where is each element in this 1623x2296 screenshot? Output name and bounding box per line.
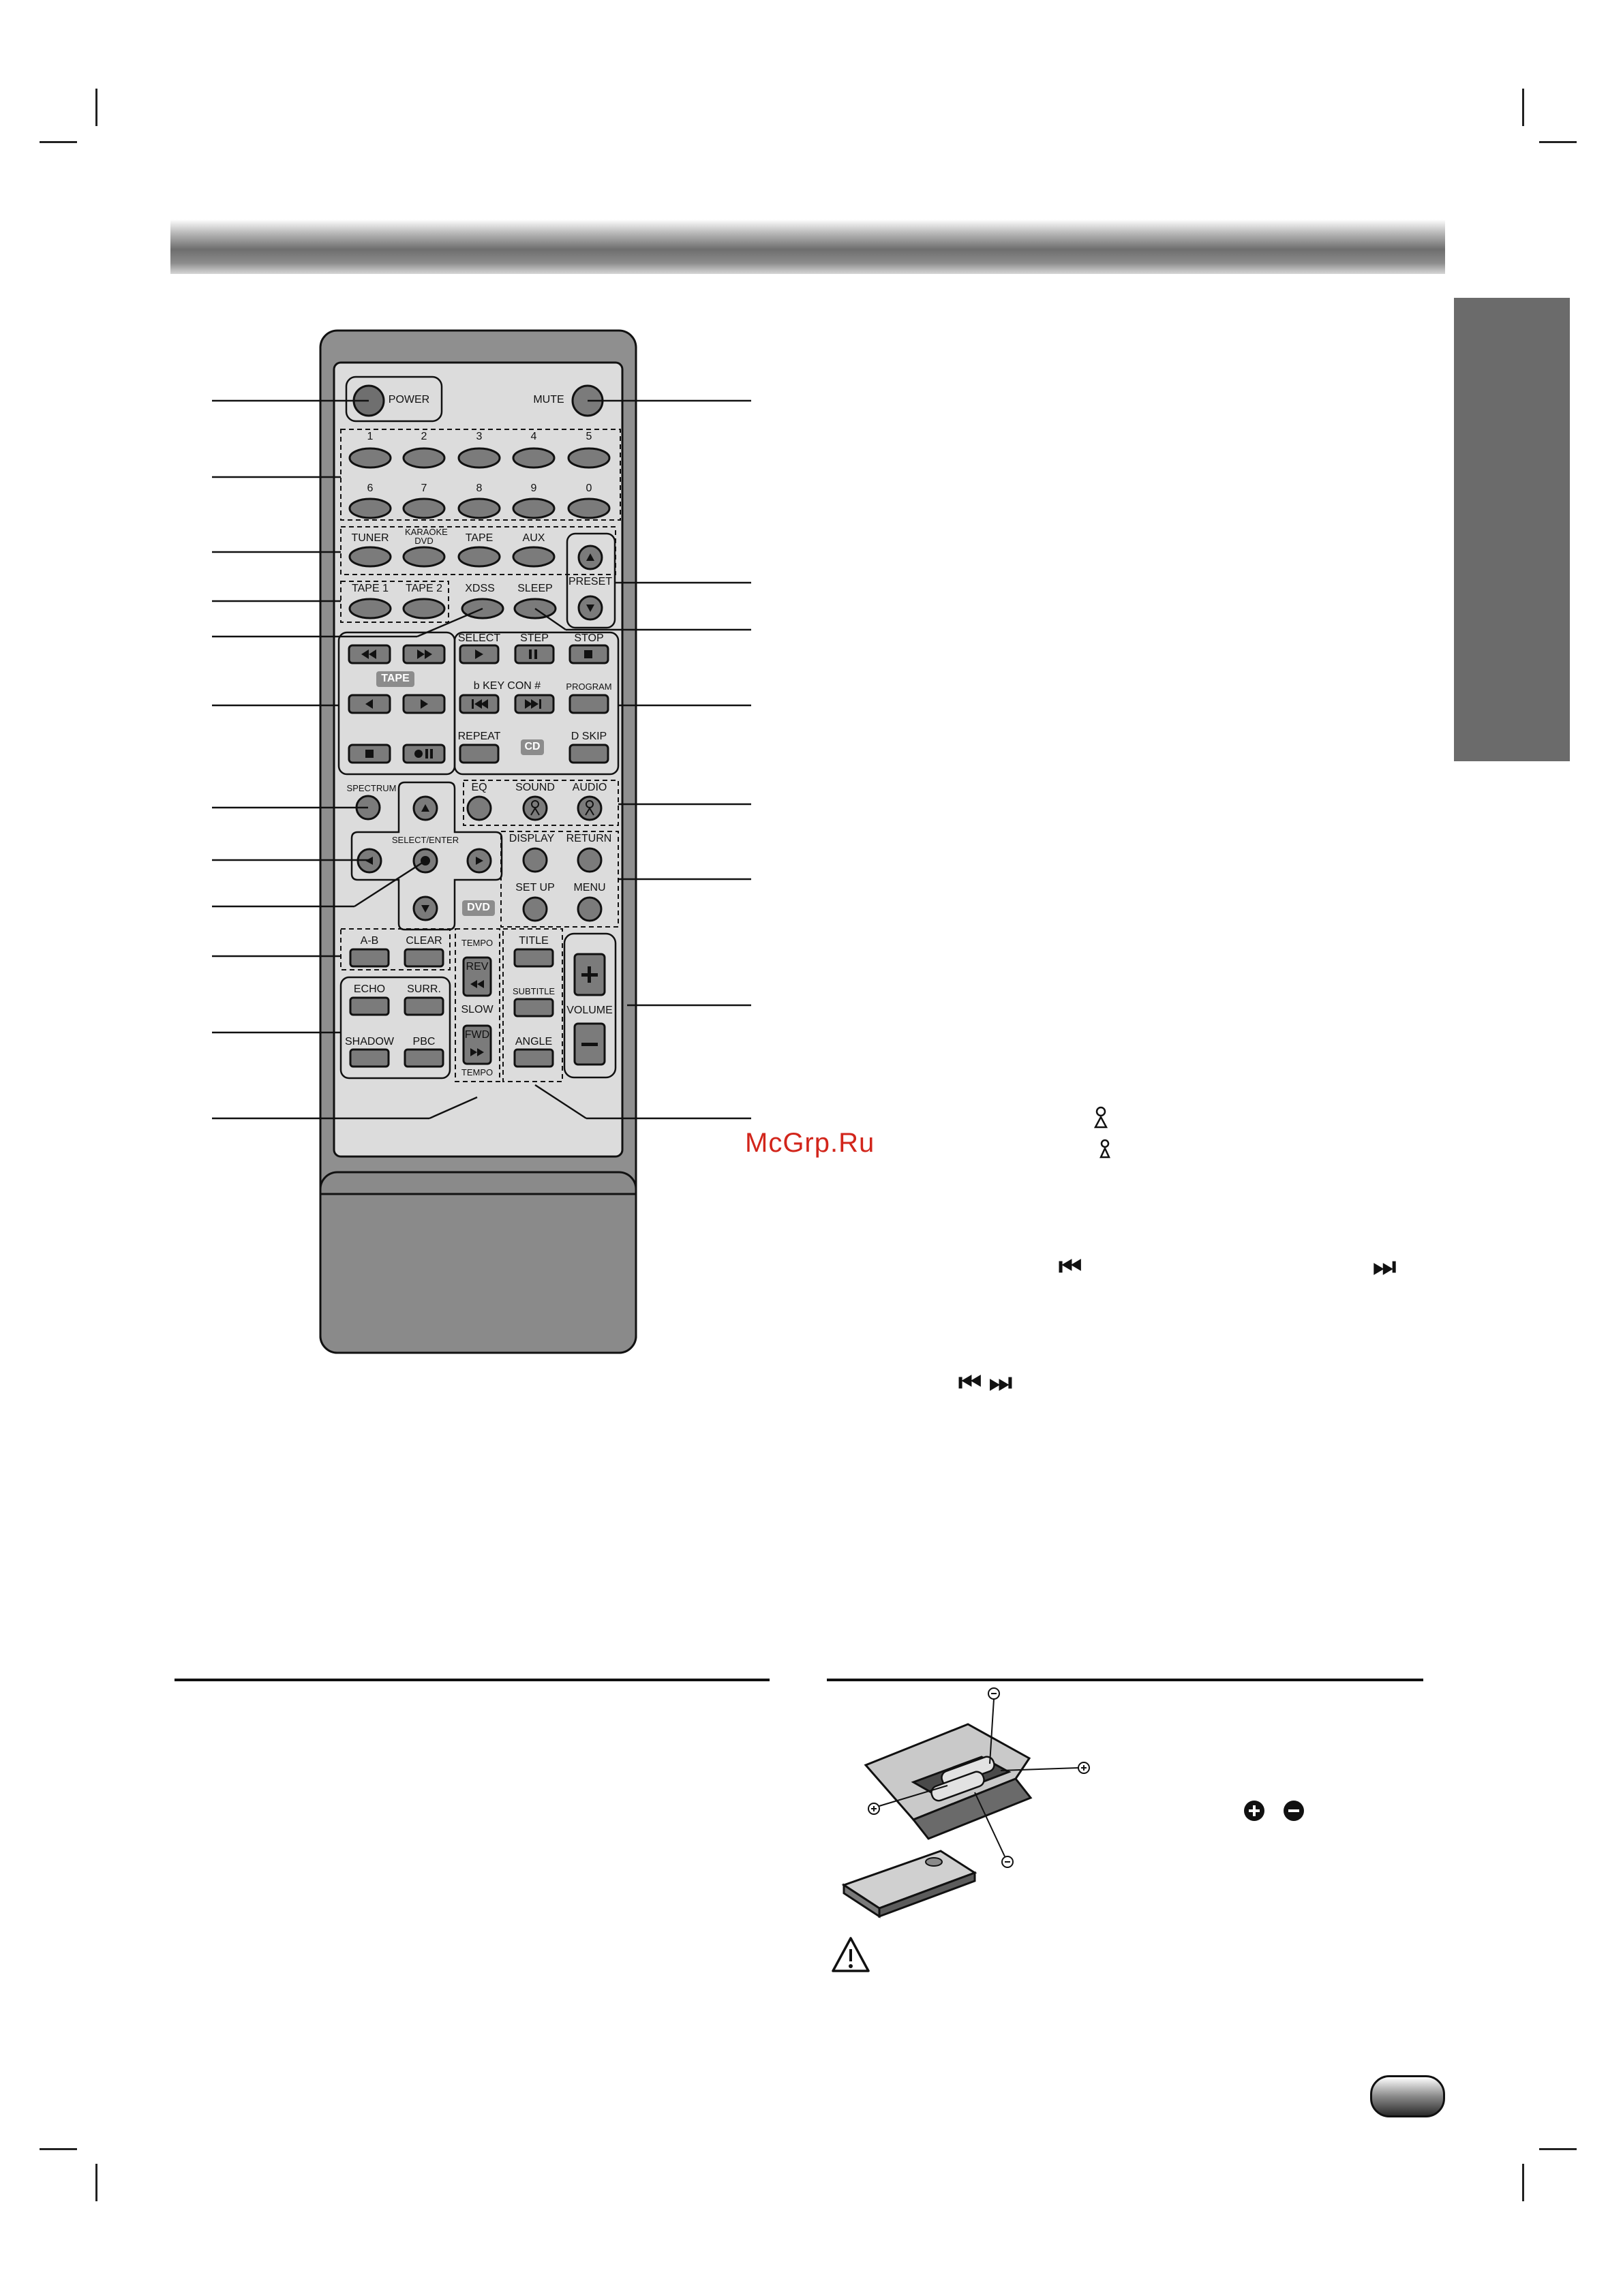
volume-label: VOLUME	[566, 1005, 613, 1016]
return-label: RETURN	[566, 833, 612, 844]
surr-label: SURR.	[407, 983, 441, 995]
section-rule	[175, 1679, 770, 1681]
tape-label: TAPE	[465, 532, 494, 544]
digit-label: 9	[530, 483, 537, 494]
battery-illustration	[838, 1683, 1097, 1929]
set-up-label: SET UP	[515, 882, 555, 893]
digit-label: 8	[476, 483, 483, 494]
a-b-label: A-B	[360, 935, 379, 947]
d-skip-label: D SKIP	[571, 731, 607, 742]
dvd-badge: DVD	[467, 902, 490, 913]
xdss-label: XDSS	[465, 583, 495, 594]
step-label: STEP	[520, 632, 549, 644]
fwd-label: FWD	[464, 1029, 490, 1041]
minus-icon	[1282, 1799, 1305, 1822]
display-label: DISPLAY	[509, 833, 555, 844]
tempo-bottom-label: TEMPO	[461, 1067, 494, 1077]
pbc-label: PBC	[412, 1036, 436, 1047]
karaoke-mic-icon	[1097, 1138, 1112, 1160]
repeat-label: REPEAT	[457, 731, 501, 742]
warning-icon	[830, 1935, 871, 1974]
sound-label: SOUND	[515, 782, 555, 793]
tape2-label: TAPE 2	[406, 583, 442, 594]
skip-pair-icon: ⏮ ⏭	[958, 1368, 1012, 1397]
eq-label: EQ	[471, 782, 487, 793]
select-enter-label: SELECT/ENTER	[391, 835, 459, 845]
plus-icon	[1243, 1799, 1266, 1822]
shadow-label: SHADOW	[345, 1036, 394, 1047]
digit-label: 5	[586, 431, 592, 442]
digit-label: 1	[367, 431, 374, 442]
stop-label: STOP	[574, 632, 604, 644]
slow-label: SLOW	[461, 1004, 494, 1015]
skip-back-icon: ⏮	[1059, 1253, 1082, 1281]
preset-label: PRESET	[568, 576, 613, 587]
skip-forward-icon: ⏭	[1373, 1253, 1397, 1281]
digit-label: 6	[367, 483, 374, 494]
power-label: POWER	[388, 394, 430, 405]
digit-label: 3	[476, 431, 483, 442]
rev-label: REV	[466, 961, 489, 973]
audio-label: AUDIO	[572, 782, 607, 793]
select-label: SELECT	[457, 632, 501, 644]
echo-label: ECHO	[353, 983, 386, 995]
subtitle-label: SUBTITLE	[512, 986, 556, 996]
section-rule	[827, 1679, 1423, 1681]
angle-label: ANGLE	[515, 1036, 553, 1047]
karaoke-dvd-label: KARAOKE DVD	[405, 527, 448, 546]
menu-label: MENU	[573, 882, 606, 893]
digit-label: 7	[421, 483, 427, 494]
spectrum-label: SPECTRUM	[346, 783, 397, 793]
mute-label: MUTE	[533, 394, 564, 405]
tuner-label: TUNER	[351, 532, 389, 544]
digit-label: 4	[530, 431, 537, 442]
aux-label: AUX	[522, 532, 545, 544]
tape-badge: TAPE	[381, 673, 410, 684]
digit-label: 0	[586, 483, 592, 494]
tape1-label: TAPE 1	[352, 583, 389, 594]
watermark: McGrp.Ru	[745, 1128, 875, 1158]
tempo-top-label: TEMPO	[461, 938, 494, 948]
digit-label: 2	[421, 431, 427, 442]
karaoke-mic-icon	[1092, 1105, 1110, 1130]
cd-badge: CD	[524, 741, 541, 752]
title-label: TITLE	[519, 935, 549, 947]
key-con-label: b KEY CON #	[473, 680, 541, 692]
sleep-label: SLEEP	[517, 583, 553, 594]
page-number-badge	[1370, 2075, 1445, 2117]
program-label: PROGRAM	[566, 682, 612, 692]
clear-label: CLEAR	[406, 935, 442, 947]
